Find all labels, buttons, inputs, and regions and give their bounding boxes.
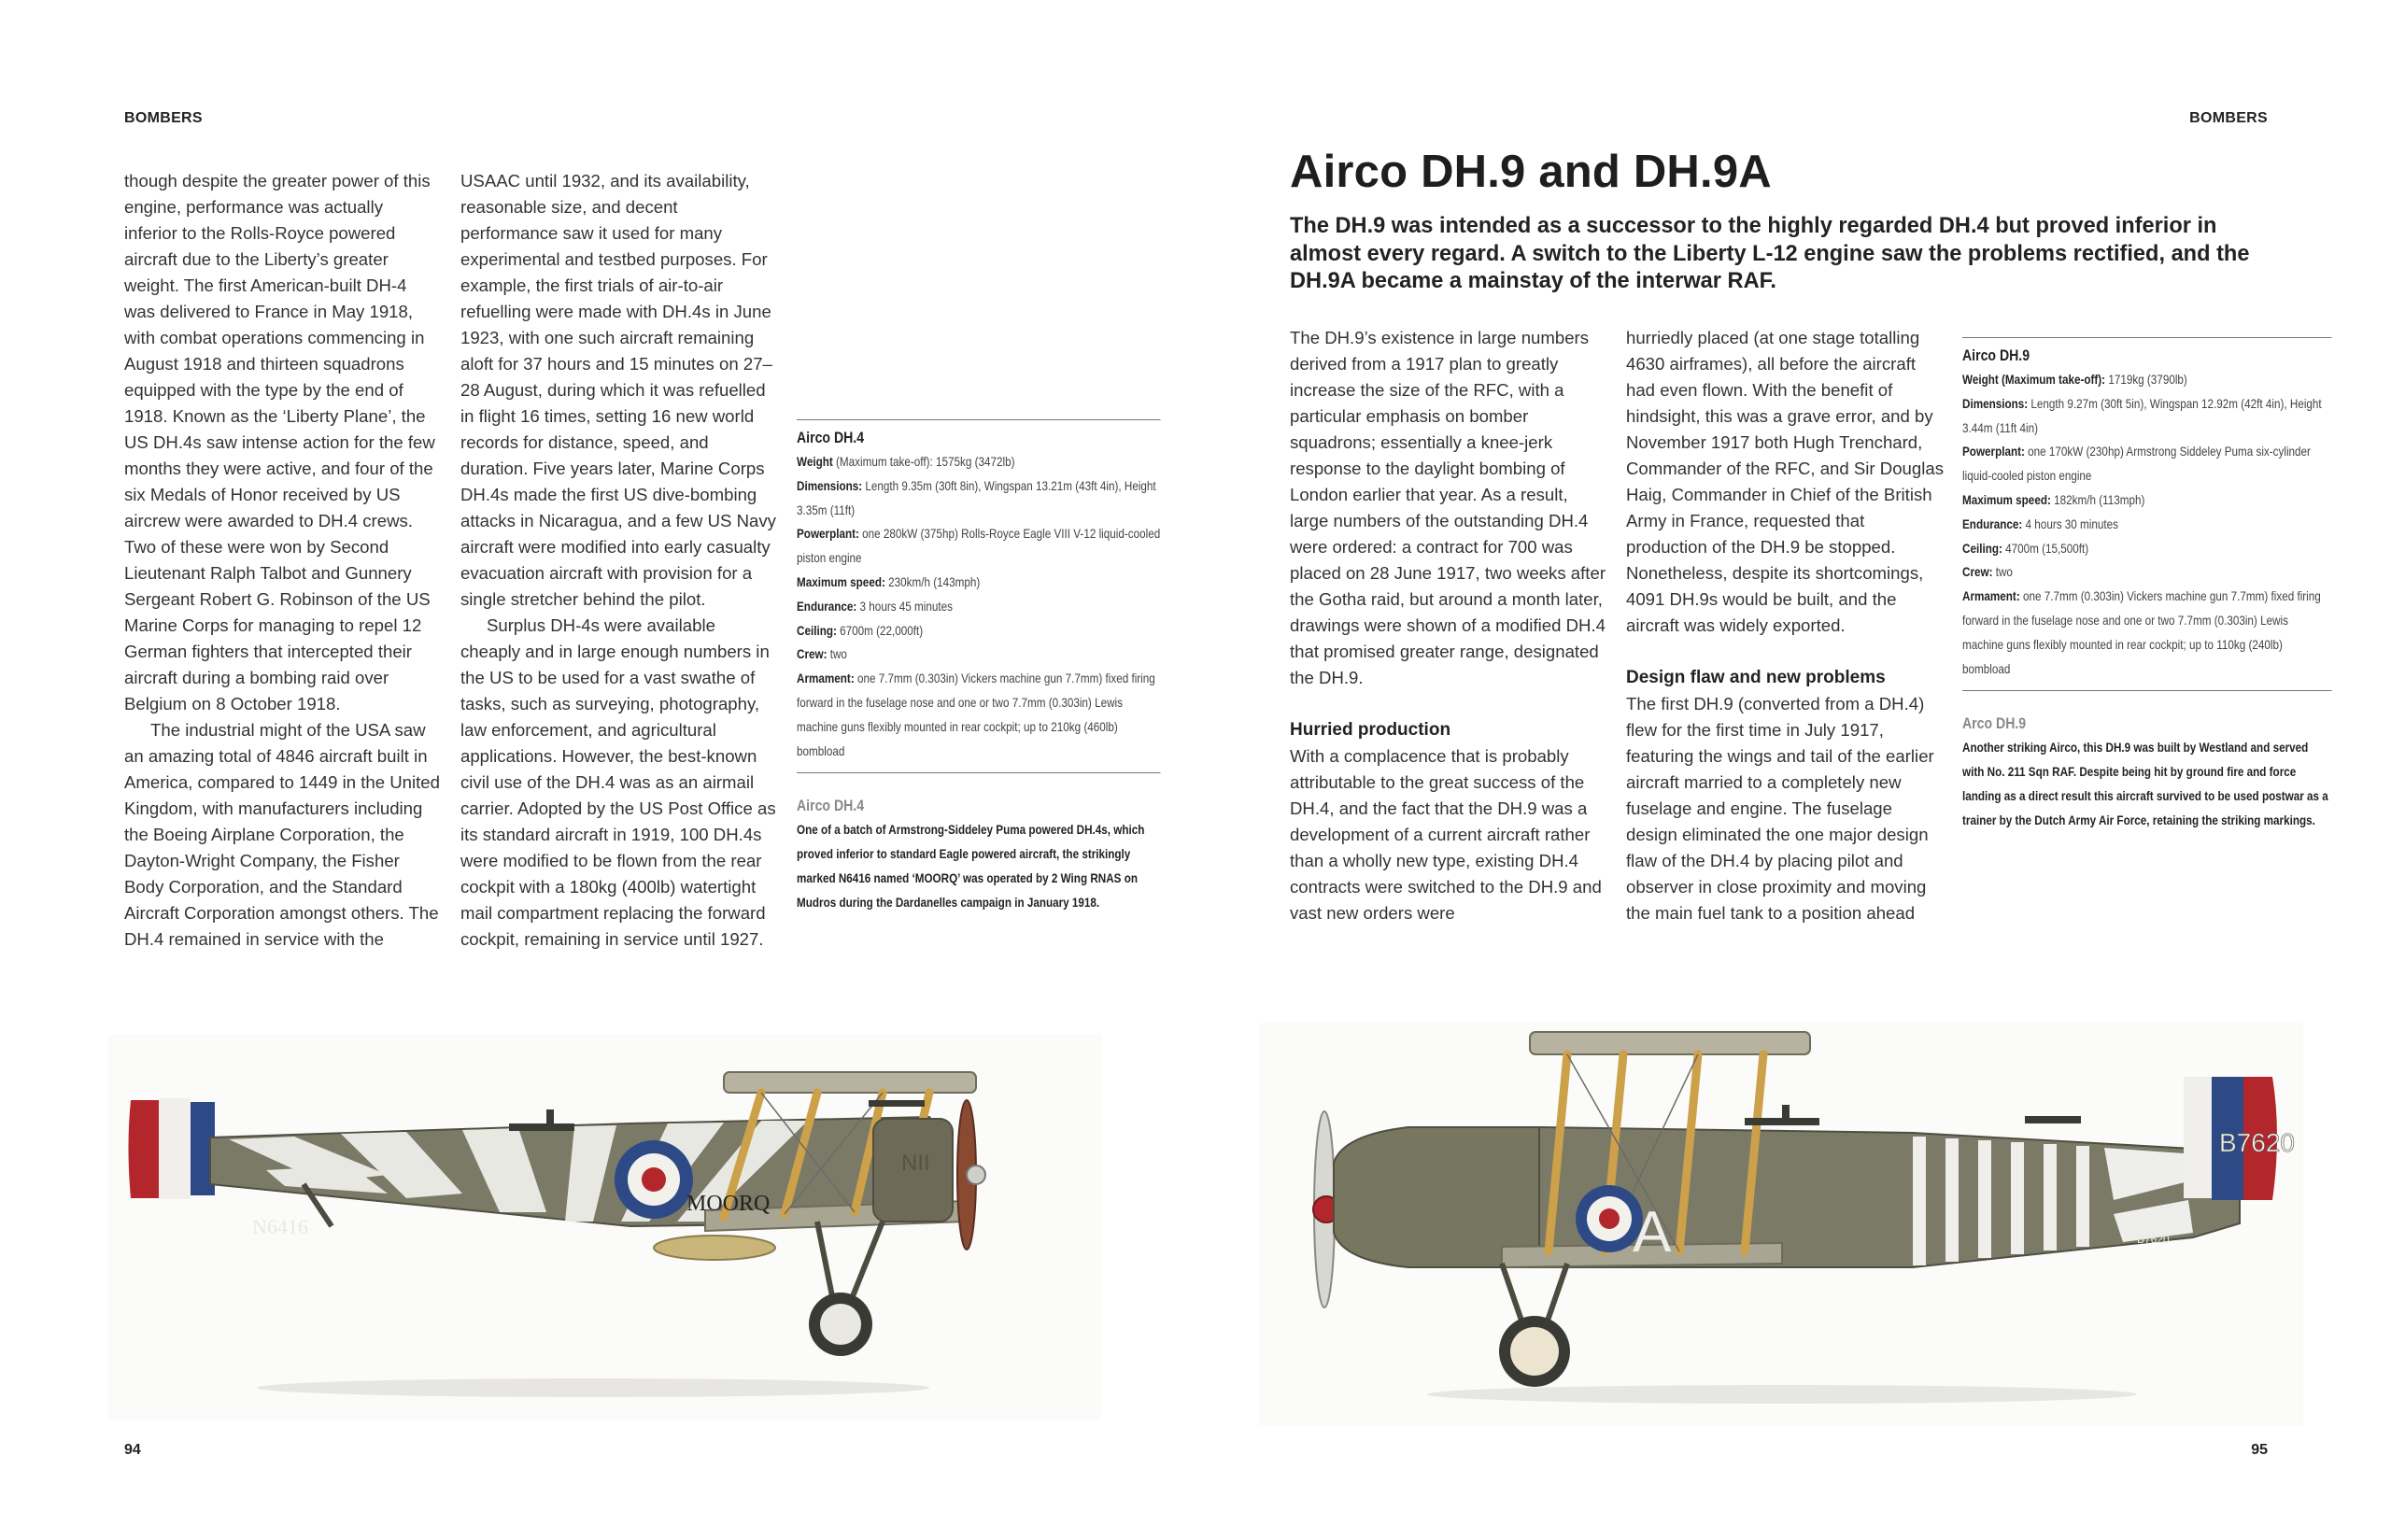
small-serial-marking: B7620 bbox=[2137, 1233, 2170, 1246]
divider bbox=[797, 772, 1161, 773]
serial-marking: N6416 bbox=[252, 1215, 308, 1238]
paragraph: though despite the greater power of this engine, performance was actually inferior to the Rolls-Royce powered aircraft due to the Liberty’s greater weight. The first American-built DH-4 was delivered to France in May 1918, with combat operations commencing in August 1918 and thirteen squadrons equipped with the type by the end of 1918. Known as the ‘Liberty Plane’, the US DH.4s saw intense action for the few months they were active, and four of the six Medals of Honor received by US aircrew were awarded to DH.4 crews. Two of these were won by Second Lieutenant Ralph Talbot and Gunnery Sergeant Robert G. Robinson of the US Marine Corps for managing to repel 12 German fighters that intercepted their aircraft during a bombing raid over Belgium on 8 October 1918. bbox=[124, 171, 435, 713]
dh9-profile-illustration bbox=[1259, 1023, 2303, 1426]
spec-row: Crew: two bbox=[797, 647, 847, 662]
spec-row: Powerplant: one 170kW (230hp) Armstrong Siddeley Puma six-cylinder liquid-cooled piston engine bbox=[1962, 445, 2311, 484]
spec-row: Maximum speed: 182km/h (113mph) bbox=[1962, 492, 2145, 507]
spec-row: Endurance: 3 hours 45 minutes bbox=[797, 599, 953, 614]
dh4-profile-illustration bbox=[107, 1035, 1102, 1420]
caption-title: Airco DH.4 bbox=[797, 798, 865, 815]
artwork-caption: One of a batch of Armstrong-Siddeley Puma powered DH.4s, which proved inferior to standard Eagle powered aircraft, the strikingly marked N6416 named ‘MOORQ’ was operated by 2 Wing RNAS on Mudros during the Dardanelles campaign in January 1918. bbox=[797, 823, 1145, 910]
right-column-2 bbox=[1626, 325, 1944, 926]
spec-row: Weight (Maximum take-off): 1719kg (3790lb) bbox=[1962, 373, 2187, 387]
spec-title: Airco DH.9 bbox=[1962, 347, 2030, 364]
roundel bbox=[615, 1140, 693, 1219]
spec-box-dh9 bbox=[1962, 337, 2332, 833]
article-title: Airco DH.9 and DH.9A bbox=[1290, 147, 1772, 197]
spec-row: Crew: two bbox=[1962, 565, 2013, 580]
paragraph: With a complacence that is probably attributable to the great success of the DH.4, and the fact that the DH.9 was a development of a current aircraft rather than a wholly new type, existing DH.4 contracts were switched to the DH.9 and vast new orders were bbox=[1290, 746, 1602, 923]
caption-title: Arco DH.9 bbox=[1962, 715, 2027, 733]
spec-rows bbox=[797, 450, 1161, 763]
spec-row: Armament: one 7.7mm (0.303in) Vickers machine gun 7.7mm) fixed firing forward in the fuselage nose and one or two 7.7mm (0.303in) Lewis machine guns flexibly mounted in rear cockpit; up to 110kg (240lb) bombload bbox=[1962, 589, 2321, 676]
paragraph: Surplus DH-4s were available cheaply and in large enough numbers in the US to be used for a vast swathe of tasks, such as surveying, photography, law enforcement, and agricultural applications. However, the best-known civil use of the DH.4 was as an airmail carrier. Adopted by the US Post Office as its standard aircraft in 1919, 100 DH.4s were modified to be flown from the rear cockpit with a 180kg (400lb) watertight mail compartment replacing the forward cockpit, remaining in service until 1927. bbox=[460, 615, 776, 949]
standfirst: The DH.9 was intended as a successor to the highly regarded DH.4 but proved inferior in almost every regard. A switch to the Liberty L-12 engine saw the problems rectified, and the DH.9A became a mainstay of the interwar RAF. bbox=[1290, 214, 2250, 293]
aircraft-name-marking: MOORQ bbox=[686, 1192, 771, 1216]
artwork-caption: Another striking Airco, this DH.9 was built by Westland and served with No. 211 Sqn RAF. Despite being hit by ground fire and force landing as a direct result this aircraft survived to be used postwar as a trainer by the Dutch Army Air Force, retaining the striking markings. bbox=[1962, 741, 2328, 827]
spec-rows bbox=[1962, 368, 2332, 681]
spec-title: Airco DH.4 bbox=[797, 430, 865, 446]
divider bbox=[797, 419, 1161, 420]
unit-letter-marking: A bbox=[1633, 1200, 1672, 1264]
spec-row: Powerplant: one 280kW (375hp) Rolls-Royce Eagle VIII V-12 liquid-cooled piston engine bbox=[797, 527, 1161, 566]
right-column-1 bbox=[1290, 325, 1607, 926]
left-column-1 bbox=[124, 168, 440, 953]
section-heading: Hurried production bbox=[1290, 720, 1451, 740]
artwork-dh9-panel bbox=[1259, 1023, 2303, 1426]
spec-row: Ceiling: 6700m (22,000ft) bbox=[797, 623, 924, 638]
spec-row: Ceiling: 4700m (15,500ft) bbox=[1962, 541, 2089, 556]
divider bbox=[1962, 337, 2332, 338]
divider bbox=[1962, 690, 2332, 691]
spec-row: Armament: one 7.7mm (0.303in) Vickers machine gun 7.7mm) fixed firing forward in the fuselage nose and one or two 7.7mm (0.303in) Lewis machine guns flexibly mounted in rear cockpit; up to 210kg (460lb) bombload bbox=[797, 671, 1155, 758]
paragraph: The industrial might of the USA saw an amazing total of 4846 aircraft built in America, compared to 1449 in the United Kingdom, with manufacturers including the Boeing Airplane Corporation, the Dayton-Wright Company, the Fisher Body Corporation, and the Standard Aircraft Corporation amongst others. The DH.4 remained in service with the bbox=[124, 720, 440, 949]
serial-marking: B7620 bbox=[2219, 1128, 2295, 1157]
page-number-left: 94 bbox=[124, 1442, 141, 1458]
tail-flag-stripes bbox=[129, 1098, 216, 1199]
section-heading: Design flaw and new problems bbox=[1626, 668, 1886, 687]
artwork-dh4-panel bbox=[107, 1035, 1102, 1420]
left-column-2 bbox=[460, 168, 776, 953]
spec-row: Maximum speed: 230km/h (143mph) bbox=[797, 574, 981, 589]
running-head-left: BOMBERS bbox=[124, 110, 203, 126]
spec-box-dh4 bbox=[797, 419, 1161, 915]
paragraph: USAAC until 1932, and its availability, reasonable size, and decent performance saw it used for many experimental and testbed purposes. For example, the first trials of air-to-air refuelling were made with DH.4s in June 1923, with one such aircraft remaining aloft for 37 hours and 15 minutes on 27–28 August, during which it was refuelled in flight 16 times, setting 16 new world records for distance, speed, and duration. Five years later, Marine Corps DH.4s made the first US dive-bombing attacks in Nicaragua, and a few US Navy aircraft were modified into early casualty evacuation aircraft with provision for a single stretcher behind the pilot. bbox=[460, 171, 776, 609]
paragraph: The first DH.9 (converted from a DH.4) flew for the first time in July 1917, featuring the wings and tail of the earlier aircraft married to a completely new fuselage and engine. The fuselage design eliminated the one major design flaw of the DH.4 by placing pilot and observer in close proximity and moving the main fuel tank to a position ahead bbox=[1626, 694, 1934, 923]
spec-row: Dimensions: Length 9.35m (30ft 8in), Wingspan 13.21m (43ft 4in), Height 3.35m (11ft) bbox=[797, 478, 1156, 517]
spec-row: Endurance: 4 hours 30 minutes bbox=[1962, 516, 2118, 531]
running-head-right: BOMBERS bbox=[2189, 110, 2268, 126]
spec-row: Weight (Maximum take-off): 1575kg (3472lb) bbox=[797, 455, 1015, 469]
unit-code-marking: NII bbox=[901, 1151, 930, 1176]
page-number-right: 95 bbox=[2251, 1442, 2268, 1458]
paragraph: The DH.9’s existence in large numbers derived from a 1917 plan to greatly increase the size of the RFC, with a particular emphasis on bomber squadrons; essentially a knee-jerk response to the daylight bombing of London earlier that year. As a result, large numbers of the outstanding DH.4 were ordered: a contract for 700 was placed on 28 June 1917, two weeks after the Gotha raid, but around a month later, drawings were shown of a modified DH.4 that promised greater range, designated the DH.9. bbox=[1290, 328, 1606, 687]
paragraph: hurriedly placed (at one stage totalling 4630 airframes), all before the aircraft had even flown. With the benefit of hindsight, this was a grave error, and by November 1917 both Hugh Trenchard, Commander of the RFC, and Sir Douglas Haig, Commander in Chief of the British Army in France, requested that production of the DH.9 be stopped. Nonetheless, despite its shortcomings, 4091 DH.9s would be built, and the aircraft was widely exported. bbox=[1626, 328, 1944, 635]
spec-row: Dimensions: Length 9.27m (30ft 5in), Wingspan 12.92m (42ft 4in), Height 3.44m (11ft 4in) bbox=[1962, 396, 2322, 435]
